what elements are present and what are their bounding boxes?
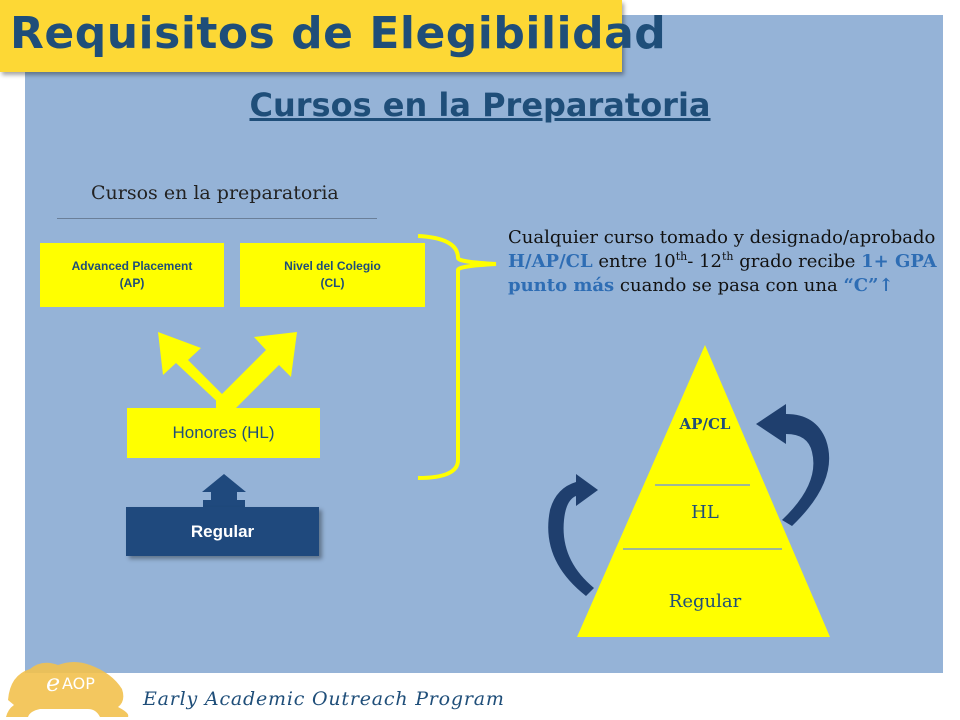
desc-text-4: grado recibe: [733, 251, 862, 272]
right-brace-icon: [418, 236, 496, 478]
up-arrow-icon: [202, 474, 246, 507]
advanced-placement-box: Advanced Placement (AP): [40, 243, 224, 307]
course-codes: H/AP/CL: [508, 251, 593, 272]
pyramid-bottom-label: Regular: [668, 591, 742, 612]
upward-split-arrow-icon: [158, 332, 297, 408]
program-name: Early Academic Outreach Program: [143, 688, 505, 710]
college-level-box: Nivel del Colegio (CL): [240, 243, 425, 307]
superscript-th-2: th: [721, 250, 734, 263]
gpa-bonus: 1+ GPA punto más: [508, 251, 937, 296]
section-heading: Cursos en la preparatoria: [91, 182, 339, 204]
page-title: Requisitos de Elegibilidad: [10, 8, 667, 59]
svg-text:e: e: [46, 669, 61, 697]
curved-arrow-left-icon: [548, 474, 598, 596]
svg-text:AOP: AOP: [62, 674, 95, 693]
honors-box: Honores (HL): [127, 408, 320, 458]
eaop-logo: [6, 662, 128, 717]
eligibility-description: [508, 226, 948, 298]
desc-text-1: Cualquier curso tomado y designado/aprobado: [508, 227, 936, 248]
slide-subtitle: Cursos en la Preparatoria: [249, 86, 711, 124]
pyramid-top-label: AP/CL: [679, 415, 731, 433]
desc-text-2: entre 10: [592, 251, 676, 272]
desc-text-3: - 12: [687, 251, 722, 272]
regular-box: Regular: [126, 507, 319, 556]
desc-text-5: cuando se pasa con una: [614, 275, 844, 296]
superscript-th-1: th: [675, 250, 688, 263]
pyramid-middle-label: HL: [691, 502, 719, 523]
passing-grade: “C”↑: [843, 275, 894, 296]
